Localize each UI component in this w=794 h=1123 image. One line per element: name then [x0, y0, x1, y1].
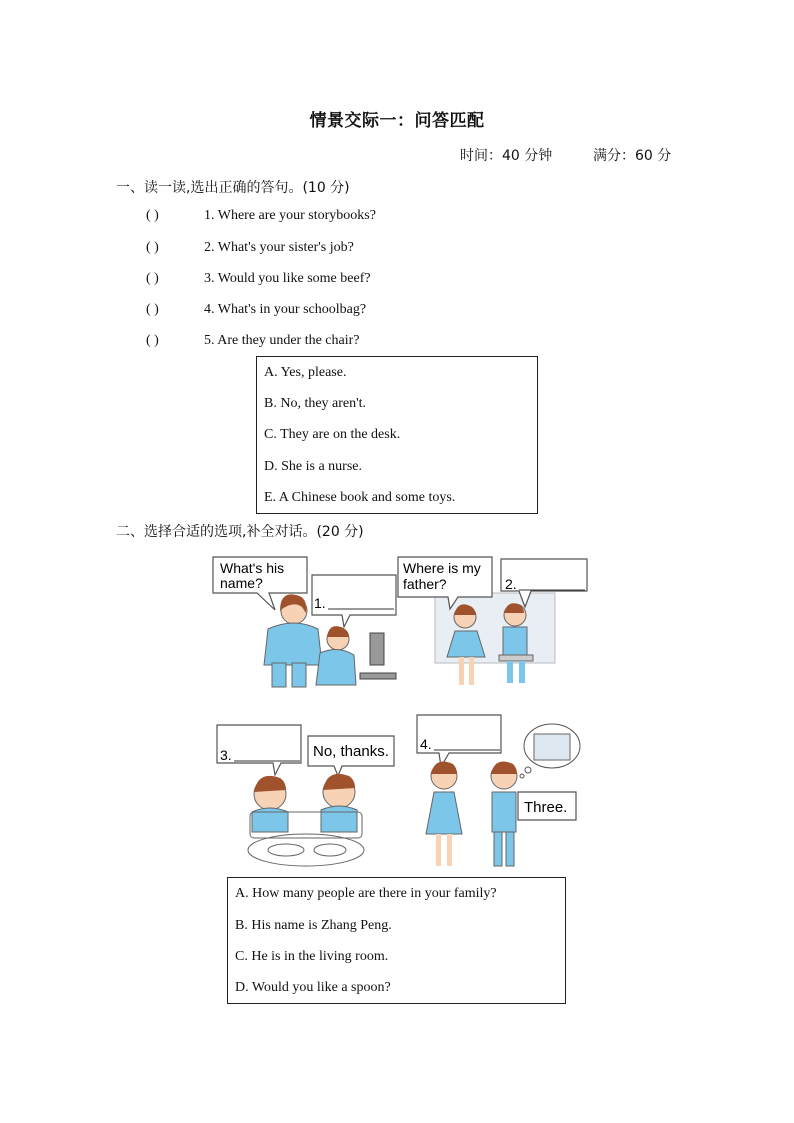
- boy-at-computer-figure: [316, 626, 396, 685]
- question-text: 2. What's your sister's job?: [204, 240, 354, 255]
- time-limit: 时间：40 分钟: [460, 148, 553, 164]
- speech-bubble-blank[interactable]: [417, 715, 501, 767]
- bubble-text: name?: [220, 575, 263, 591]
- question-1: [146, 208, 376, 224]
- option-c: C. He is in the living room.: [235, 949, 389, 964]
- blank-number: 4.: [420, 736, 432, 752]
- option-c: C. They are on the desk.: [264, 427, 401, 442]
- scene-1-illustration: [210, 553, 400, 690]
- bubble-text: No, thanks.: [313, 743, 389, 760]
- scene-4-illustration: [414, 712, 594, 872]
- section1-options-box: [256, 356, 538, 514]
- blank-number: 1.: [314, 595, 326, 611]
- scene-2-illustration: [395, 555, 595, 690]
- bubble-text: Where is my: [403, 560, 481, 576]
- option-a: A. Yes, please.: [264, 365, 347, 380]
- section2-heading: 二、选择合适的选项,补全对话。(20 分): [116, 524, 364, 540]
- speech-bubble-answer: [518, 792, 576, 820]
- question-4: [146, 302, 366, 318]
- section2-options-box: [227, 877, 566, 1004]
- question-text: 3. Would you like some beef?: [204, 271, 371, 286]
- full-score: 满分：60 分: [593, 148, 672, 164]
- question-3: [146, 271, 371, 287]
- bubble-text: What's his: [220, 560, 285, 576]
- boy-right-figure: [321, 774, 357, 832]
- question-5: [146, 333, 360, 349]
- option-b: B. His name is Zhang Peng.: [235, 918, 392, 933]
- option-d: D. She is a nurse.: [264, 459, 362, 474]
- speech-bubble-blank[interactable]: [312, 575, 396, 627]
- girl-figure: [426, 762, 462, 866]
- boy-left-figure: [252, 776, 288, 832]
- blank-number: 3.: [220, 747, 232, 763]
- answer-blank[interactable]: ( ): [146, 271, 159, 286]
- page-title: 情景交际一：问答匹配: [309, 111, 485, 131]
- option-a: A. How many people are there in your family?: [235, 886, 497, 901]
- answer-blank[interactable]: ( ): [146, 240, 159, 255]
- speech-bubble-blank[interactable]: [217, 725, 301, 775]
- blank-number: 2.: [505, 576, 517, 592]
- option-b: B. No, they aren't.: [264, 396, 367, 411]
- option-d: D. Would you like a spoon?: [235, 980, 391, 995]
- answer-blank[interactable]: ( ): [146, 302, 159, 317]
- question-text: 1. Where are your storybooks?: [204, 208, 376, 223]
- boy-figure: [491, 762, 517, 866]
- question-text: 5. Are they under the chair?: [204, 333, 360, 348]
- question-text: 4. What's in your schoolbag?: [204, 302, 367, 317]
- option-e: E. A Chinese book and some toys.: [264, 490, 456, 505]
- speech-bubble-answer: [308, 736, 394, 776]
- scene-3-illustration: [214, 722, 399, 872]
- section1-heading: 一、读一读,选出正确的答句。(10 分): [116, 180, 350, 196]
- answer-blank[interactable]: ( ): [146, 333, 159, 348]
- bubble-text: father?: [403, 576, 447, 592]
- thought-bubble-family-photo: [520, 724, 580, 778]
- question-2: [146, 240, 354, 256]
- bubble-text: Three.: [524, 799, 568, 816]
- answer-blank[interactable]: ( ): [146, 208, 159, 223]
